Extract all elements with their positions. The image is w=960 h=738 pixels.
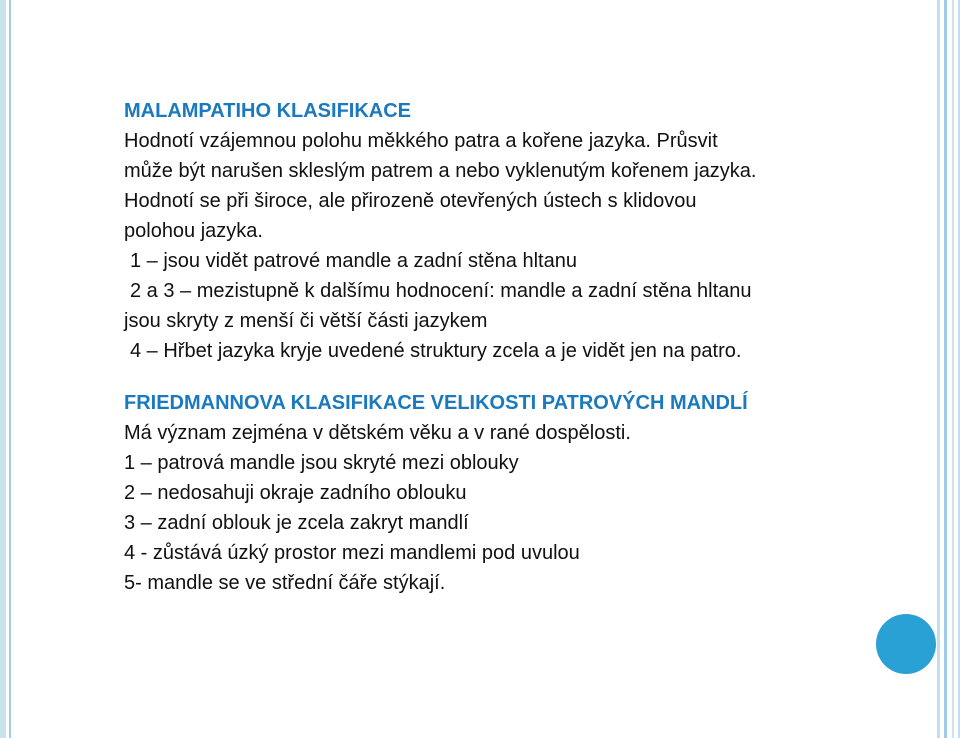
right-border-stripe-1 xyxy=(937,0,940,738)
section2-heading: FRIEDMANNOVA KLASIFIKACE VELIKOSTI PATROVÝCH MANDLÍ xyxy=(124,392,748,414)
section2-line: 3 – zadní oblouk je zcela zakryt mandlí xyxy=(124,512,469,534)
right-border-stripe-2 xyxy=(944,0,947,738)
section1-line: Hodnotí se při široce, ale přirozeně otevřených ústech s klidovou xyxy=(124,190,697,212)
slide-content xyxy=(124,96,914,598)
section1-line: 1 – jsou vidět patrové mandle a zadní stěna hltanu xyxy=(130,250,577,272)
section1-heading: MALAMPATIHO KLASIFIKACE xyxy=(124,100,412,122)
section1-line: 4 – Hřbet jazyka kryje uvedené struktury zcela a je vidět jen na patro. xyxy=(130,340,742,362)
section2-line: 2 – nedosahuji okraje zadního oblouku xyxy=(124,482,467,504)
left-border-stripe-outer xyxy=(0,0,6,738)
section1-line: polohou jazyka. xyxy=(124,220,263,242)
section1-line: může být narušen skleslým patrem a nebo vyklenutým kořenem jazyka. xyxy=(124,160,757,182)
right-border-stripe-3 xyxy=(952,0,954,738)
section1-line: Hodnotí vzájemnou polohu měkkého patra a kořene jazyka. Průsvit xyxy=(124,130,718,152)
section2-line: 1 – patrová mandle jsou skryté mezi oblouky xyxy=(124,452,519,474)
section-gap xyxy=(124,366,914,388)
section2-line: 4 - zůstává úzký prostor mezi mandlemi pod uvulou xyxy=(124,542,580,564)
section2-line: Má význam zejména v dětském věku a v rané dospělosti. xyxy=(124,422,631,444)
section1-line: 2 a 3 – mezistupně k dalšímu hodnocení: mandle a zadní stěna hltanu xyxy=(130,280,752,302)
section1-line: jsou skryty z menší či větší části jazykem xyxy=(124,310,488,332)
section2-line: 5- mandle se ve střední čáře stýkají. xyxy=(124,572,446,594)
decorative-circle xyxy=(876,614,936,674)
left-border-stripe-inner xyxy=(9,0,11,738)
